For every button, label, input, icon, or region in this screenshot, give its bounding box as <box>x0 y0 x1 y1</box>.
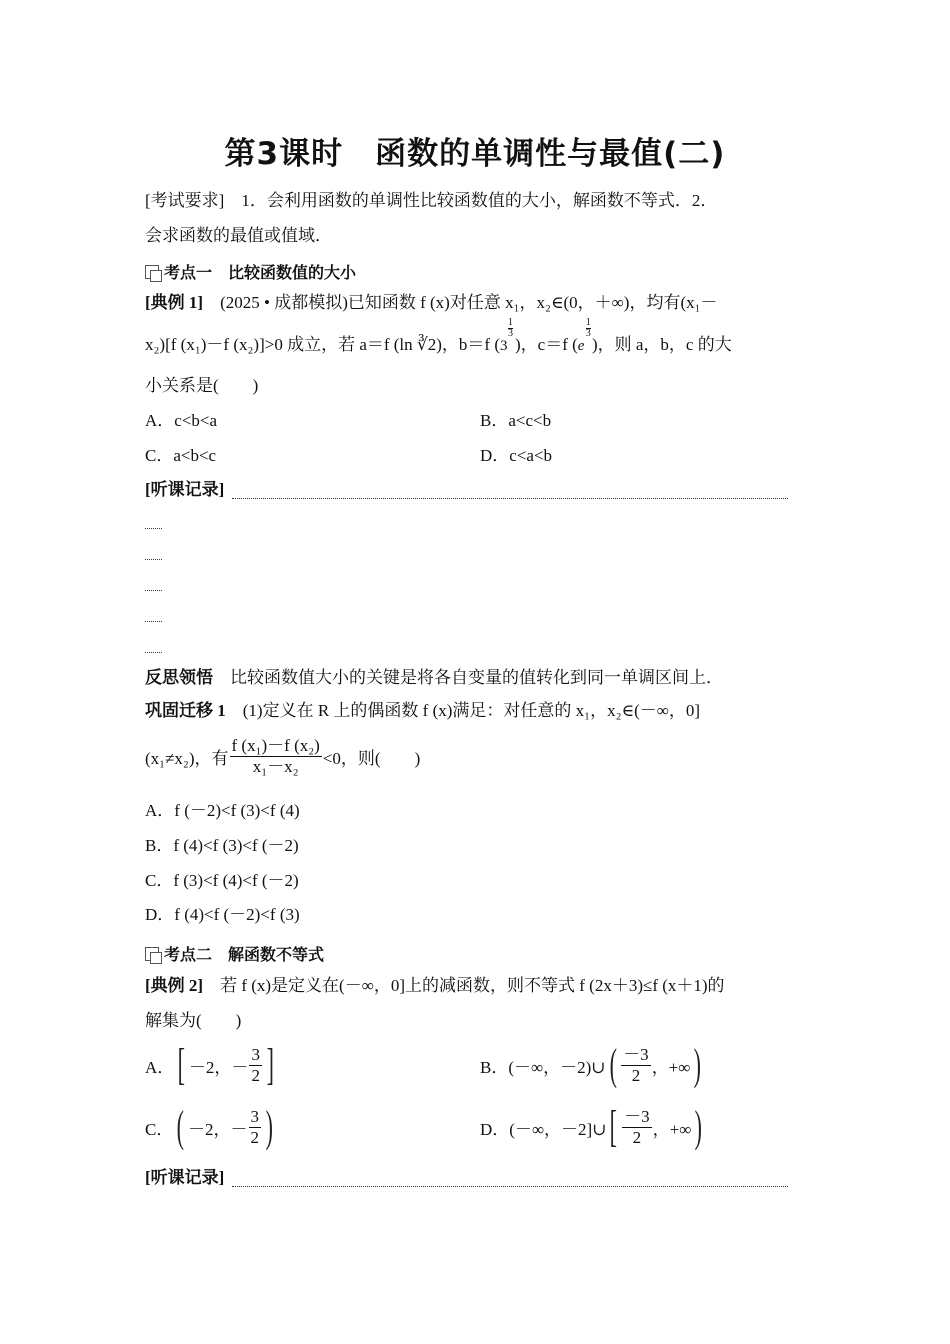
example-text: )，c＝f ( <box>514 335 578 354</box>
option-text: －2，－ <box>188 1057 249 1077</box>
fraction-numerator: f (x₁)－f (x₂) <box>231 736 320 755</box>
option-text: －2，－ <box>188 1119 248 1139</box>
section-heading-2 <box>145 942 324 965</box>
practice-label: 巩固迁移 1 <box>145 701 226 720</box>
reflection-label: 反思领悟 <box>145 668 213 687</box>
reflection <box>145 667 723 689</box>
example1-line1 <box>145 292 718 314</box>
option-d[interactable]: D．f (4)<f (－2)<f (3) <box>145 905 300 924</box>
practice1-line1 <box>145 700 700 722</box>
section-title: 考点二 解函数不等式 <box>164 945 325 964</box>
notes-line <box>145 590 162 591</box>
page-title: 第3课时 函数的单调性与最值(二) <box>224 136 726 172</box>
example2-line1 <box>145 975 725 997</box>
notes-line <box>145 528 162 529</box>
option-c[interactable] <box>145 1102 277 1151</box>
section-title: 考点一 比较函数值的大小 <box>164 263 357 282</box>
option-b[interactable]: B．f (4)<f (3)<f (－2) <box>145 836 299 855</box>
option-letter: B． <box>480 1057 509 1077</box>
option-d[interactable] <box>480 1102 706 1151</box>
fraction-numerator: －3 <box>624 1106 650 1126</box>
option-c[interactable]: C．f (3)<f (4)<f (－2) <box>145 871 299 890</box>
fraction <box>249 1045 262 1086</box>
left-bracket: ( <box>177 1102 185 1151</box>
fraction <box>621 1045 651 1086</box>
requirements-text-2: 会求函数的最值或值域． <box>145 226 332 245</box>
base: e <box>577 338 585 354</box>
example-label: [典例 1] <box>145 293 204 312</box>
right-bracket: ) <box>695 1102 703 1151</box>
practice1-line2 <box>145 736 420 777</box>
fraction <box>249 1107 262 1148</box>
option-a[interactable]: A．f (－2)<f (3)<f (4) <box>145 801 300 820</box>
fraction-numerator: 3 <box>250 1106 259 1126</box>
option-letter: C． <box>145 1119 174 1139</box>
notes-line <box>145 559 162 560</box>
option-letter: D． <box>480 1119 510 1139</box>
fraction-denominator: x₁－x₂ <box>252 757 299 776</box>
example1-line3: 小关系是( ) <box>145 376 259 395</box>
option-letter: A． <box>145 1057 175 1077</box>
section-heading-1 <box>145 260 356 283</box>
fraction-denominator: 2 <box>632 1127 642 1147</box>
base: 3 <box>499 338 508 354</box>
example-label: [典例 2] <box>145 976 204 995</box>
option-text: ，+∞ <box>652 1119 692 1139</box>
requirements-text: 1．会利用函数的单调性比较函数值的大小，解函数不等式．2． <box>224 191 718 210</box>
practice-text: (1)定义在 R 上的偶函数 f (x)满足：对任意的 x₁，x₂∈(－∞，0] <box>225 701 701 720</box>
example-text: 若 f (x)是定义在(－∞，0]上的减函数，则不等式 f (2x＋3)≤f (x＋1)的 <box>203 976 725 995</box>
example-text: (2025 • 成都模拟)已知函数 f (x)对任意 x₁，x₂∈(0，＋∞)，均有(x₁－ <box>203 293 718 312</box>
option-c[interactable]: C．a<b<c <box>145 446 217 465</box>
left-bracket: ( <box>609 1040 617 1089</box>
notes-line <box>145 652 162 653</box>
option-text: ，+∞ <box>651 1057 691 1077</box>
right-bracket: ) <box>694 1040 702 1089</box>
notes-line <box>145 621 162 622</box>
power-3 <box>499 317 515 357</box>
fraction <box>230 736 322 777</box>
requirements-label: [考试要求] <box>145 191 225 210</box>
exp-num: 1 <box>585 317 591 328</box>
option-text: (－∞，－2)∪ <box>508 1057 606 1077</box>
option-b[interactable]: B．a<c<b <box>480 411 552 430</box>
reflection-text: 比较函数值大小的关键是将各自变量的值转化到同一单调区间上． <box>213 668 723 687</box>
left-bracket: [ <box>177 1040 186 1089</box>
fraction-numerator: 3 <box>251 1044 260 1064</box>
exp-num: 1 <box>507 317 513 328</box>
notes-line <box>232 498 788 499</box>
fraction-denominator: 2 <box>631 1065 641 1085</box>
example-text: )，则 a，b，c 的大 <box>591 335 732 354</box>
practice-text: (x₁≠x₂)，有 <box>145 749 229 768</box>
fraction-denominator: 2 <box>251 1065 260 1085</box>
exam-requirements <box>145 190 717 212</box>
fraction <box>622 1107 652 1148</box>
power-e <box>577 317 592 357</box>
example-text: x₂)[f (x₁)－f (x₂)]>0 成立，若 a＝f (ln ∛2)，b＝f ( <box>145 335 500 354</box>
section-icon <box>145 947 159 961</box>
practice-text: <0，则( ) <box>322 749 421 768</box>
option-a[interactable]: A．c<b<a <box>145 411 218 430</box>
notes-label: [听课记录] <box>145 480 225 499</box>
option-d[interactable]: D．c<a<b <box>480 446 553 465</box>
example2-line2: 解集为( ) <box>145 1011 242 1030</box>
exp-den: 3 <box>507 328 513 339</box>
notes-line <box>232 1186 788 1187</box>
option-text: (－∞，－2]∪ <box>509 1119 607 1139</box>
fraction-numerator: －3 <box>623 1044 649 1064</box>
left-bracket: [ <box>610 1102 618 1151</box>
right-bracket: ] <box>266 1040 274 1089</box>
exp-den: 3 <box>585 328 591 339</box>
option-b[interactable] <box>480 1040 705 1089</box>
right-bracket: ) <box>265 1102 273 1151</box>
fraction-denominator: 2 <box>250 1127 259 1147</box>
notes-label: [听课记录] <box>145 1168 225 1187</box>
option-a[interactable] <box>145 1040 278 1089</box>
example1-line2 <box>145 317 732 357</box>
section-icon <box>145 265 159 279</box>
